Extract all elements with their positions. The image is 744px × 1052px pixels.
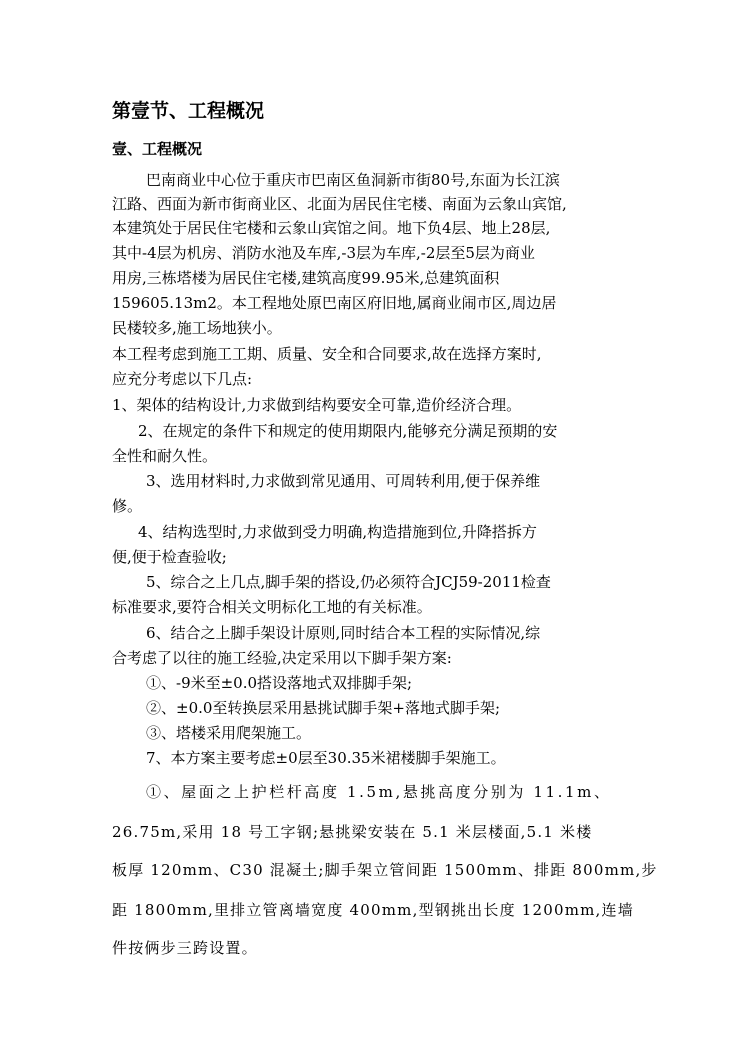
- overview-line: 江路、西面为新市街商业区、北面为居民住宅楼、南面为云象山宾馆,: [112, 195, 567, 213]
- point-7: 7、本方案主要考虑±0层至30.35米裙楼脚手架施工。: [146, 749, 506, 767]
- point-3-line: 修。: [112, 497, 143, 515]
- point-6-line: 6、结合之上脚手架设计原则,同时结合本工程的实际情况,综: [146, 624, 541, 642]
- point-6-line: 合考虑了以往的施工经验,决定采用以下脚手架方案:: [112, 649, 452, 667]
- overview-line: 其中-4层为机房、消防水池及车库,-3层为车库,-2层至5层为商业: [112, 244, 535, 262]
- point-5-line: 标准要求,要符合相关文明标化工地的有关标准。: [112, 598, 432, 616]
- point-5-line: 5、综合之上几点,脚手架的搭设,仍必须符合JCJ59-2011检查: [146, 573, 551, 591]
- overview-line: 用房,三栋塔楼为居民住宅楼,建筑高度99.95米,总建筑面积: [112, 269, 500, 287]
- scheme-item: ①、-9米至±0.0搭设落地式双排脚手架;: [146, 674, 413, 692]
- point-4-line: 4、结构选型时,力求做到受力明确,构造措施到位,升降搭拆方: [138, 523, 537, 541]
- consider-line: 本工程考虑到施工工期、质量、安全和合同要求,故在选择方案时,: [112, 345, 542, 363]
- point-3-line: 3、选用材料时,力求做到常见通用、可周转利用,便于保养维: [146, 472, 541, 490]
- overview-line: 民楼较多,施工场地狭小。: [112, 319, 282, 337]
- point-1: 1、架体的结构设计,力求做到结构要安全可靠,造价经济合理。: [112, 396, 522, 414]
- subsection-title: 壹、工程概况: [112, 140, 203, 158]
- point-4-line: 便,便于检查验收;: [112, 548, 227, 566]
- consider-line: 应充分考虑以下几点:: [112, 370, 253, 388]
- detail-line: 件按俩步三跨设置。: [112, 939, 258, 957]
- overview-line: 159605.13m2。本工程地处原巴南区府旧地,属商业闹市区,周边居: [112, 294, 557, 312]
- point-2-line: 全性和耐久性。: [112, 447, 218, 465]
- point-2-line: 2、在规定的条件下和规定的使用期限内,能够充分满足预期的安: [138, 422, 558, 440]
- overview-line: 巴南商业中心位于重庆市巴南区鱼洞新市街80号,东面为长江滨: [146, 171, 560, 189]
- detail-line: 26.75m,采用 18 号工字钢;悬挑梁安装在 5.1 米层楼面,5.1 米楼: [112, 823, 593, 841]
- detail-line: 距 1800mm,里排立管离墙宽度 400mm,型钢挑出长度 1200mm,连墙: [112, 901, 634, 919]
- scheme-item: ②、±0.0至转换层采用悬挑试脚手架+落地式脚手架;: [146, 699, 501, 717]
- detail-line: ①、屋面之上护栏杆高度 1.5m,悬挑高度分别为 11.1m、: [146, 783, 612, 801]
- overview-line: 本建筑处于居民住宅楼和云象山宾馆之间。地下负4层、地上28层,: [112, 219, 551, 237]
- section-title: 第壹节、工程概况: [112, 100, 265, 122]
- scheme-item: ③、塔楼采用爬架施工。: [146, 724, 312, 742]
- detail-line: 板厚 120mm、C30 混凝土;脚手架立管间距 1500mm、排距 800mm,步: [112, 861, 658, 879]
